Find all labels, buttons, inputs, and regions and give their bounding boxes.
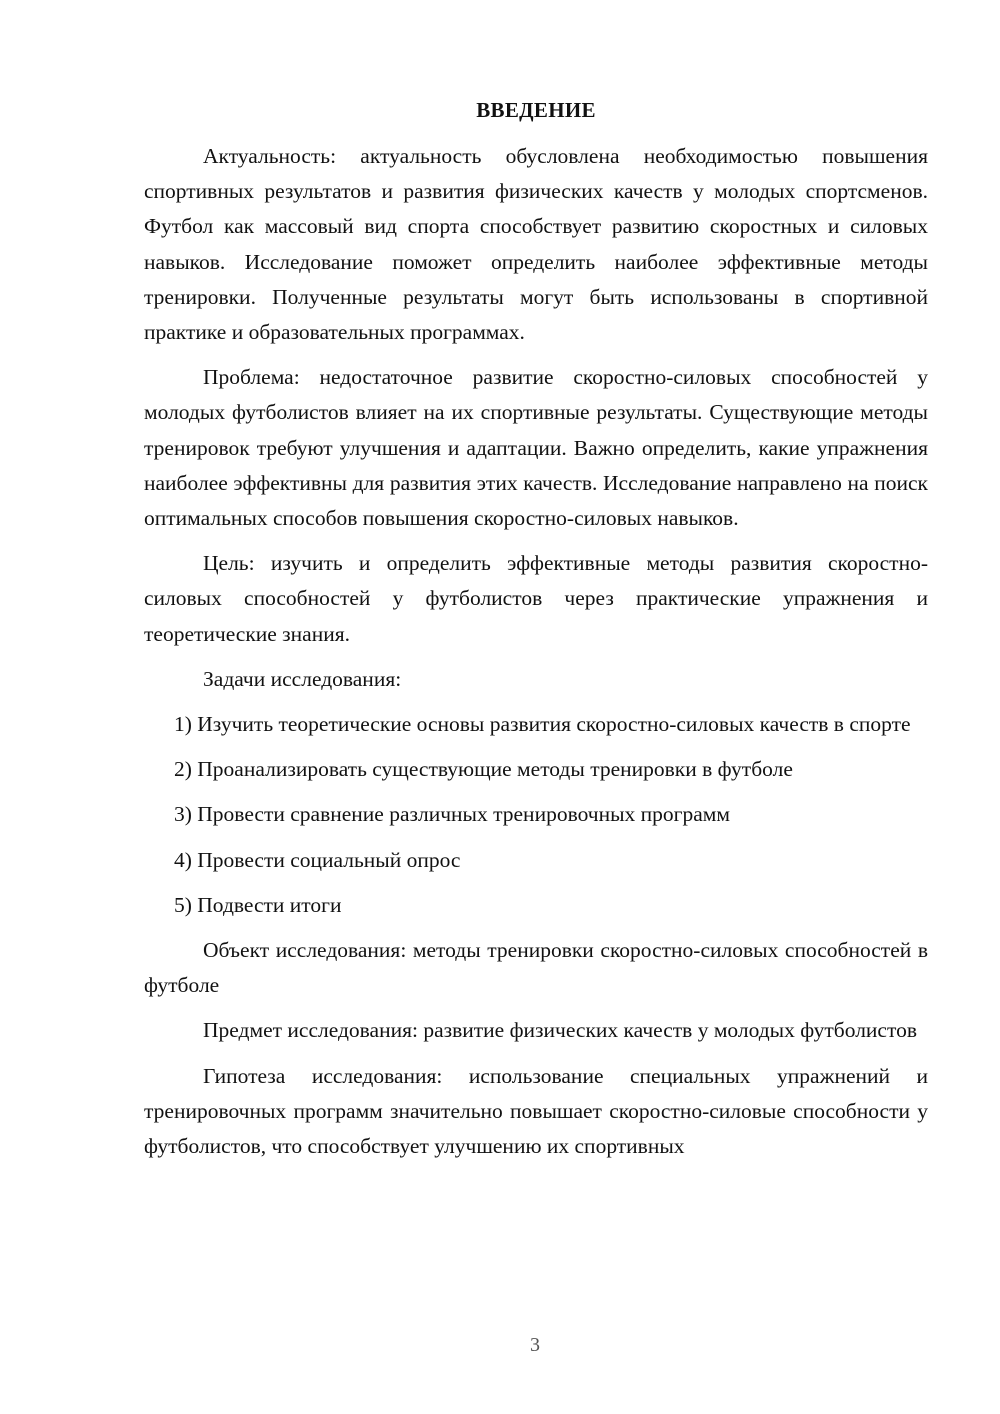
task-item-5: 5) Подвести итоги — [174, 892, 342, 917]
page-number: 3 — [530, 1334, 540, 1356]
paragraph-goal: Цель: изучить и определить эффективные методы развития скоростно-силовых способностей у футболистов через практические упражнения и теоретические знания. — [144, 551, 928, 646]
task-item-2: 2) Проанализировать существующие методы тренировки в футболе — [174, 757, 793, 782]
paragraph-object: Объект исследования: методы тренировки скоростно-силовых способностей в футболе — [144, 938, 928, 998]
paragraph-subject: Предмет исследования: развитие физических качеств у молодых футболистов — [203, 1018, 917, 1043]
paragraph-relevance: Актуальность: актуальность обусловлена необходимостью повышения спортивных результатов и развития физических качеств у молодых спортсменов. Футбол как массовый вид спорта способствует развитию скоростных и силовых навыков. Исследование поможет определить наиболее эффективные методы тренировки. Полученные результаты могут быть использованы в спортивной практике и образовательных программах. — [144, 144, 928, 345]
paragraph-tasks-heading: Задачи исследования: — [203, 666, 402, 691]
task-item-1: 1) Изучить теоретические основы развития скоростно-силовых качеств в спорте — [174, 712, 911, 737]
section-heading: ВВЕДЕНИЕ — [476, 98, 596, 122]
paragraph-problem: Проблема: недостаточное развитие скоростно-силовых способностей у молодых футболистов влияет на их спортивные результаты. Существующие методы тренировок требуют улучшения и адаптации. Важно определить, какие упражнения наиболее эффективны для развития этих качеств. Исследование направлено на поиск оптимальных способов повышения скоростно-силовых навыков. — [144, 365, 928, 531]
task-item-4: 4) Провести социальный опрос — [174, 847, 461, 872]
task-item-3: 3) Провести сравнение различных тренировочных программ — [174, 802, 730, 827]
paragraph-hypothesis: Гипотеза исследования: использование специальных упражнений и тренировочных программ значительно повышает скоростно-силовые способности у футболистов, что способствует улучшению их спортивных — [144, 1063, 928, 1159]
document-page — [144, 95, 928, 1174]
